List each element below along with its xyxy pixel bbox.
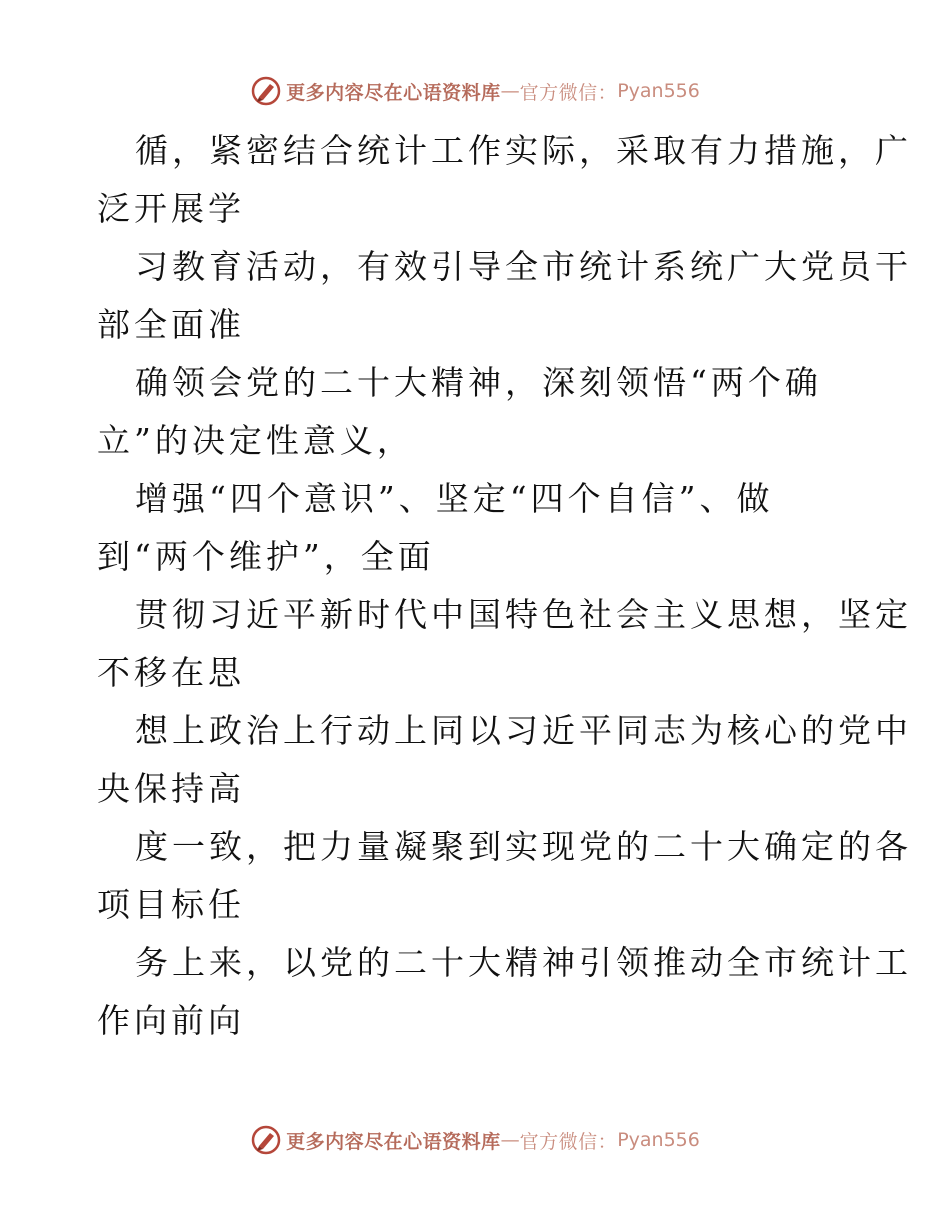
pen-logo-icon: [250, 75, 282, 107]
text-line: 增强“四个意识”、坚定“四个自信”、做: [135, 479, 774, 518]
watermark-wechat-id: Pyan556: [617, 1129, 700, 1151]
pen-logo-icon: [250, 1124, 282, 1156]
watermark-header: [0, 73, 950, 109]
text-line: 度一致，把力量凝聚到实现党的二十大确定的各: [135, 827, 912, 866]
text-line: 想上政治上行动上同以习近平同志为核心的党中: [135, 711, 912, 750]
text-line: 务上来，以党的二十大精神引领推动全市统计工: [135, 943, 912, 982]
text-line: 到“两个维护”，全面: [97, 537, 435, 576]
watermark-wechat-label: 官方微信：: [519, 81, 618, 104]
text-line: 泛开展学: [97, 189, 245, 228]
document-body: [97, 122, 912, 1050]
text-line: 立”的决定性意义，: [97, 421, 414, 460]
text-line: 不移在思: [97, 653, 245, 692]
watermark-wechat-label: 官方微信：: [519, 1130, 618, 1153]
watermark-site-text: 更多内容尽在心语资料库: [286, 81, 501, 104]
watermark-footer: [0, 1122, 950, 1158]
text-line: 央保持高: [97, 769, 245, 808]
text-line: 贯彻习近平新时代中国特色社会主义思想，坚定: [135, 595, 912, 634]
watermark-separator: —: [500, 80, 520, 102]
text-line: 循，紧密结合统计工作实际，采取有力措施，广: [135, 131, 912, 170]
text-line: 项目标任: [97, 885, 245, 924]
text-line: 部全面准: [97, 305, 245, 344]
text-line: 确领会党的二十大精神，深刻领悟“两个确: [135, 363, 822, 402]
text-line: 作向前向: [97, 1001, 245, 1040]
watermark-site-text: 更多内容尽在心语资料库: [286, 1130, 501, 1153]
watermark-wechat-id: Pyan556: [617, 80, 700, 102]
watermark-separator: —: [500, 1129, 520, 1151]
text-line: 习教育活动，有效引导全市统计系统广大党员干: [135, 247, 912, 286]
